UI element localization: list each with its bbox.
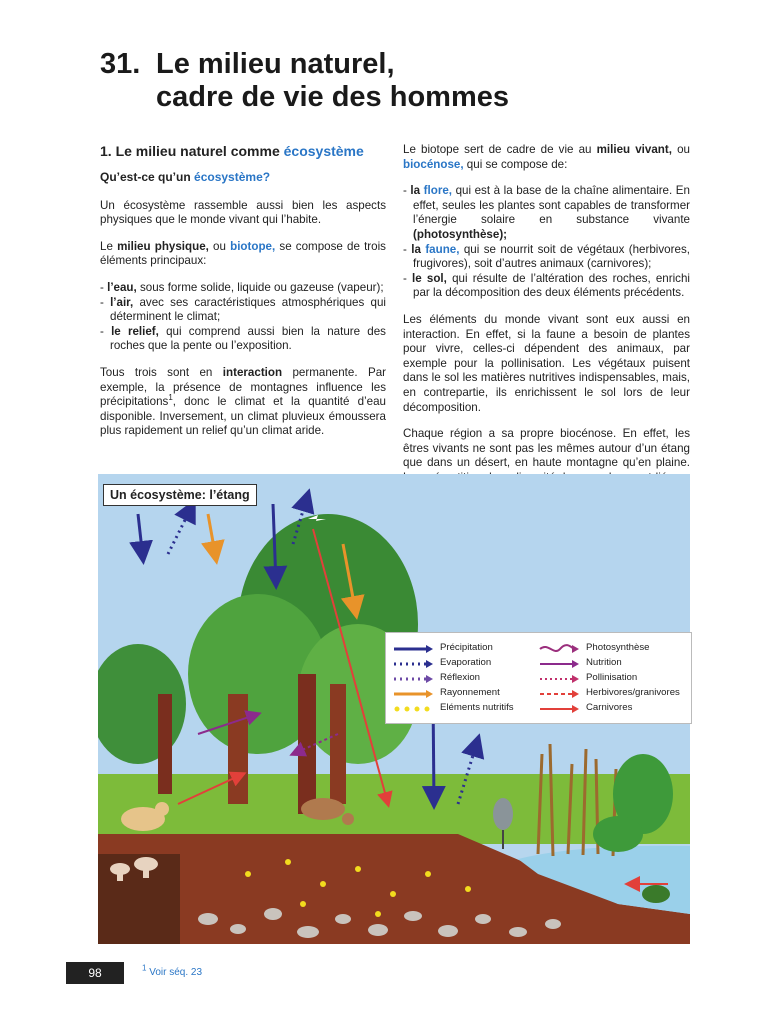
term-eau: l’eau,	[107, 280, 137, 294]
list-item: - la faune, qui se nourrit soit de végétaux (herbivores, frugivores), soit d’autres animaux (carnivores);	[403, 242, 690, 271]
section-heading-text: 1. Le milieu naturel comme	[100, 143, 280, 159]
legend-label: Nutrition	[586, 657, 622, 668]
term-milieu-physique: milieu physique,	[117, 239, 209, 253]
radiation-icon	[392, 689, 434, 699]
legend-label: Carnivores	[586, 702, 633, 713]
list-item-text: qui est à la base de la chaîne alimentaire. En effet, seules les plantes sont capables de transformer l’énergie solaire en substance vivante	[413, 184, 690, 227]
title-line-2: cadre de vie des hommes	[156, 81, 509, 113]
section-heading	[100, 143, 386, 160]
page-title	[100, 48, 509, 114]
term-photosynthese: (photosynthèse);	[413, 227, 508, 241]
legend-label: Photosynthèse	[586, 642, 650, 653]
legend-label: Réflexion	[440, 672, 480, 683]
legend-label: Eléments nutritifs	[440, 702, 514, 713]
biotope-elements-list	[100, 281, 386, 354]
section-number: 31.	[100, 48, 141, 80]
list-item-text: avec ses caractéristiques atmosphériques qui déterminent le climat;	[110, 295, 386, 324]
legend-label: Herbivores/granivores	[586, 687, 680, 698]
paragraph-interaction	[100, 366, 386, 439]
herbivore-icon	[538, 689, 580, 699]
nutrients-icon	[392, 704, 434, 714]
list-item-text: qui résulte de l’altération des roches, enrichi par la décomposition des deux éléments précédents.	[413, 271, 690, 300]
paragraph-biotope	[100, 240, 386, 269]
term-relief: le relief,	[111, 324, 159, 338]
text-span: permanente. Par exemple, la présence de montagnes influence les précipitations	[100, 365, 386, 409]
left-column	[100, 143, 386, 451]
paragraph-ecosysteme: Un écosystème rassemble aussi bien les aspects physiques que le monde vivant qui l’habite.	[100, 198, 386, 227]
text-span: se compose de trois éléments principaux:	[100, 239, 386, 268]
question-term: écosystème?	[194, 170, 271, 184]
paragraph-interaction-vivant: Les éléments du monde vivant sont eux aussi en interaction. En effet, si la faune a besoin de plantes pour vivre, celles-ci dépendent des animaux, par exemple pour la pollinisation. Les végétaux puisent dans le sol les matières nutritives indispensables, mais, en contrepartie, ils enrichissent le sol lors de leur décomposition.	[403, 312, 690, 414]
paragraph-biocenose	[403, 143, 690, 172]
photosynthesis-icon	[538, 644, 580, 654]
list-item: - l’air, avec ses caractéristiques atmosphériques qui déterminent le climat;	[100, 295, 386, 324]
nutrition-icon	[538, 659, 580, 669]
biocenose-elements-list	[403, 184, 690, 301]
term-faune: faune,	[425, 242, 460, 256]
term-biotope: biotope,	[230, 239, 276, 253]
section-heading-term: écosystème	[283, 143, 364, 159]
title-line-1: Le milieu naturel,	[156, 48, 395, 80]
list-item: - le sol, qui résulte de l’altération des roches, enrichi par la décomposition des deux éléments précédents.	[403, 271, 690, 300]
term-milieu-vivant: milieu vivant,	[596, 143, 672, 156]
text-span: qui se compose de:	[466, 157, 568, 171]
term-interaction: interaction	[222, 365, 283, 379]
question-heading	[100, 170, 386, 185]
text-span: la	[411, 242, 421, 256]
footnote-text: Voir séq. 23	[149, 967, 203, 978]
legend-label: Précipitation	[440, 642, 493, 653]
paragraph-region: Chaque région a sa propre biocénose. En effet, les êtres vivants ne sont pas les mêmes autour d’un étang que dans un désert, en haute montagne qu’en plaine.	[403, 427, 690, 470]
figure-legend	[385, 632, 692, 724]
text-span: ou	[213, 239, 226, 253]
term-sol: le sol,	[412, 271, 447, 285]
text-span: Le	[100, 239, 113, 253]
pollination-icon	[538, 674, 580, 684]
list-item: - la flore, qui est à la base de la chaîne alimentaire. En effet, seules les plantes sont capables de transformer l’énergie solaire en substance vivante (photosynthèse);	[403, 184, 690, 241]
footnote-marker: 1	[142, 963, 147, 973]
legend-label: Evaporation	[440, 657, 492, 668]
footnote[interactable]	[142, 963, 203, 978]
page-number: 98	[66, 962, 124, 984]
precipitation-icon	[392, 644, 434, 654]
frog	[642, 885, 670, 903]
list-item-text: qui comprend aussi bien la nature des roches que la pente ou l’exposition.	[110, 324, 386, 353]
list-item: - l’eau, sous forme solide, liquide ou gazeuse (vapeur);	[100, 280, 384, 294]
evaporation-icon	[392, 659, 434, 669]
list-item-text: qui se nourrit soit de végétaux (herbivores, frugivores), soit d’autres animaux (carnivores);	[413, 242, 690, 271]
text-span: Le biotope sert de cadre de vie au	[403, 143, 592, 156]
list-item-text: sous forme solide, liquide ou gazeuse (vapeur);	[139, 280, 384, 294]
footnote-ref[interactable]: 1	[168, 393, 173, 403]
figure-title: Un écosystème: l’étang	[103, 484, 257, 506]
text-span: Tous trois sont en	[100, 365, 213, 379]
reflection-icon	[392, 674, 434, 684]
text-span: la	[410, 184, 421, 198]
text-span: ou	[677, 143, 690, 156]
list-item: - le relief, qui comprend aussi bien la nature des roches que la pente ou l’exposition.	[100, 324, 386, 353]
term-flore: flore,	[423, 184, 453, 198]
text-span: , donc le climat et la quantité d’eau disponible. Inversement, un climat pluvieux émoussera plus rapidement un relief qu’un climat aride.	[100, 395, 386, 438]
term-biocenose: biocénose,	[403, 157, 464, 171]
legend-label: Pollinisation	[586, 672, 638, 683]
question-text: Qu’est-ce qu’un	[100, 170, 191, 184]
carnivore-icon	[538, 704, 580, 714]
legend-label: Rayonnement	[440, 687, 500, 698]
term-air: l’air,	[110, 295, 134, 309]
